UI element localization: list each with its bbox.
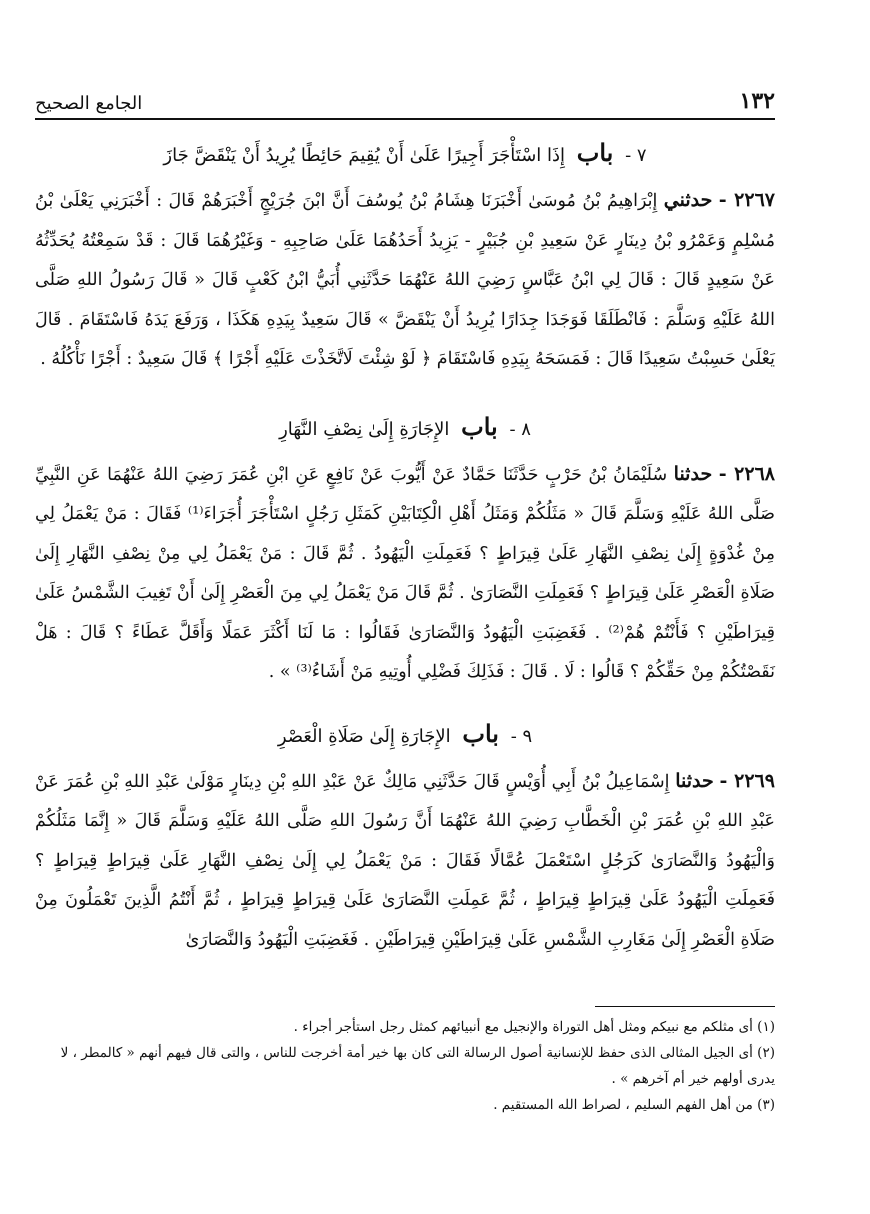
chapter-title: الإِجَارَةِ إِلَىٰ صَلَاةِ الْعَصْرِ: [277, 725, 451, 747]
chapter-number: ٨ -: [509, 418, 531, 440]
footnote: (٢) أى الجيل المثالى الذى حفظ للإنسانية أصول الرسالة التى كان بها خير أمة أخرجت للناس ، والتى قال فيهم أنهم « كالمطر ، لا يدرى أولهم خير أم آخرهم » .: [60, 1045, 775, 1087]
hadith-number: ٢٢٦٩ -: [719, 769, 775, 792]
hadith-number: ٢٢٦٧ -: [718, 189, 775, 211]
footnote-divider: [595, 1006, 775, 1007]
footnotes: [35, 1014, 775, 1118]
chapter-heading: [35, 718, 775, 750]
chapter-word: باب: [461, 411, 498, 441]
chapter-title: الإِجَارَةِ إِلَىٰ نِصْفِ النَّهَارِ: [279, 418, 450, 440]
hadith-intro: حدثني: [663, 189, 713, 211]
chapter-word: باب: [462, 718, 499, 748]
chapter-heading: [35, 411, 775, 443]
chapter-title: إِذَا اسْتَأْجَرَ أَجِيرًا عَلَىٰ أَنْ يُقِيمَ حَائِطًا يُرِيدُ أَنْ يَنْقَضَّ جَازَ: [163, 145, 566, 166]
footnote: (١) أى مثلكم مع نبيكم ومثل أهل التوراة والإنجيل مع أنبيائهم كمثل رجل استأجر أجراء .: [293, 1019, 775, 1035]
hadith-number: ٢٢٦٨ -: [718, 462, 775, 485]
hadith-intro: حدثنا: [673, 462, 713, 485]
page-header: [35, 70, 775, 120]
hadith-intro: حدثنا: [675, 769, 714, 792]
page-number: ١٣٢: [739, 88, 775, 114]
hadith-text: سُلَيْمَانُ بْنُ حَرْبٍ حَدَّثَنَا حَمَّادٌ عَنْ أَيُّوبَ عَنْ نَافِعٍ عَنِ ابْنِ عُمَرَ رَضِيَ اللهُ عَنْهُمَا عَنِ النَّبِيِّ صَلَّى اللهُ عَلَيْهِ وَسَلَّمَ قَالَ « مَثَلُكُمْ وَمَثَلُ أَهْلِ الْكِتَابَيْنِ كَمَثَلِ رَجُلٍ اسْتَأْجَرَ أُجَرَاءَ⁽¹⁾ فَقَالَ : مَنْ يَعْمَلُ لِي مِنْ غُدْوَةٍ إِلَىٰ نِصْفِ النَّهَارِ عَلَىٰ قِيرَاطٍ ؟ فَعَمِلَتِ الْيَهُودُ . ثُمَّ قَالَ : مَنْ يَعْمَلُ لِي مِنْ نِصْفِ النَّهَارِ إِلَىٰ صَلَاةِ الْعَصْرِ عَلَىٰ قِيرَاطٍ ؟ فَعَمِلَتِ النَّصَارَىٰ . ثُمَّ قَالَ مَنْ يَعْمَلُ لِي مِنَ الْعَصْرِ إِلَىٰ أَنْ تَغِيبَ الشَّمْسُ عَلَىٰ قِيرَاطَيْنِ ؟ فَأَنْتُمْ هُمْ⁽²⁾ . فَغَضِبَتِ الْيَهُودُ وَالنَّصَارَىٰ فَقَالُوا : مَا لَنَا أَكْثَرَ عَمَلًا وَأَقَلَّ عَطَاءً ؟ قَالَ : هَلْ نَقَصْتُكُمْ مِنْ حَقِّكُمْ ؟ قَالُوا : لَا . قَالَ : فَذَلِكَ فَضْلِي أُوتِيهِ مَنْ أَشَاءُ⁽³⁾ » .: [35, 464, 775, 682]
chapter-word: باب: [576, 138, 614, 167]
chapter-number: ٧ -: [625, 145, 647, 166]
hadith-paragraph: [35, 455, 775, 693]
footnote: (٣) من أهل الفهم السليم ، لصراط الله المستقيم .: [493, 1097, 775, 1113]
hadith-text: إِسْمَاعِيلُ بْنُ أَبِي أُوَيْسٍ قَالَ حَدَّثَنِي مَالِكٌ عَنْ عَبْدِ اللهِ بْنِ دِينَارٍ مَوْلَىٰ عَبْدِ اللهِ بْنِ عُمَرَ عَنْ عَبْدِ اللهِ بْنِ عُمَرَ بْنِ الْخَطَّابِ رَضِيَ اللهُ عَنْهُمَا أَنَّ رَسُولَ اللهِ صَلَّى اللهُ عَلَيْهِ وَسَلَّمَ قَالَ « إِنَّمَا مَثَلُكُمْ وَالْيَهُودُ وَالنَّصَارَىٰ كَرَجُلٍ اسْتَعْمَلَ عُمَّالًا فَقَالَ : مَنْ يَعْمَلُ لِي إِلَىٰ نِصْفِ النَّهَارِ عَلَىٰ قِيرَاطٍ قِيرَاطٍ ؟ فَعَمِلَتِ الْيَهُودُ عَلَىٰ قِيرَاطٍ قِيرَاطٍ ، ثُمَّ عَمِلَتِ النَّصَارَىٰ عَلَىٰ قِيرَاطٍ قِيرَاطٍ ، ثُمَّ أَنْتُمُ الَّذِينَ تَعْمَلُونَ مِنْ صَلَاةِ الْعَصْرِ إِلَىٰ مَغَارِبِ الشَّمْسِ عَلَىٰ قِيرَاطَيْنِ قِيرَاطَيْنِ . فَغَضِبَتِ الْيَهُودُ وَالنَّصَارَىٰ: [35, 771, 775, 950]
hadith-paragraph: [35, 181, 775, 380]
hadith-paragraph: [35, 762, 775, 961]
chapter-heading: [35, 140, 775, 169]
main-text: [35, 122, 775, 960]
running-title: الجامع الصحيح: [35, 93, 143, 114]
hadith-text: إِبْرَاهِيمُ بْنُ مُوسَىٰ أَخْبَرَنَا هِشَامُ بْنُ يُوسُفَ أَنَّ ابْنَ جُرَيْجٍ أَخْبَرَهُمْ قَالَ : أَخْبَرَنِي يَعْلَىٰ بْنُ مُسْلِمٍ وَعَمْرُو بْنُ دِينَارٍ عَنْ سَعِيدِ بْنِ جُبَيْرٍ - يَزِيدُ أَحَدُهُمَا عَلَىٰ صَاحِبِهِ - وَغَيْرُهُمَا قَالَ : قَدْ سَمِعْتُهُ يُحَدِّثُهُ عَنْ سَعِيدٍ قَالَ : قَالَ لِي ابْنُ عَبَّاسٍ رَضِيَ اللهُ عَنْهُمَا حَدَّثَنِي أُبَيُّ ابْنُ كَعْبٍ قَالَ « قَالَ رَسُولُ اللهِ صَلَّى اللهُ عَلَيْهِ وَسَلَّمَ : فَانْطَلَقَا فَوَجَدَا جِدَارًا يُرِيدُ أَنْ يَنْقَضَّ » قَالَ سَعِيدٌ بِيَدِهِ هَكَذَا ، وَرَفَعَ يَدَهُ فَاسْتَقَامَ . قَالَ يَعْلَىٰ حَسِبْتُ سَعِيدًا قَالَ : فَمَسَحَهُ بِيَدِهِ فَاسْتَقَامَ ﴿ لَوْ شِئْتَ لَاتَّخَذْتَ عَلَيْهِ أَجْرًا ﴾ قَالَ سَعِيدٌ : أَجْرًا نَأْكُلُهُ .: [35, 191, 775, 369]
chapter-number: ٩ -: [510, 725, 533, 747]
